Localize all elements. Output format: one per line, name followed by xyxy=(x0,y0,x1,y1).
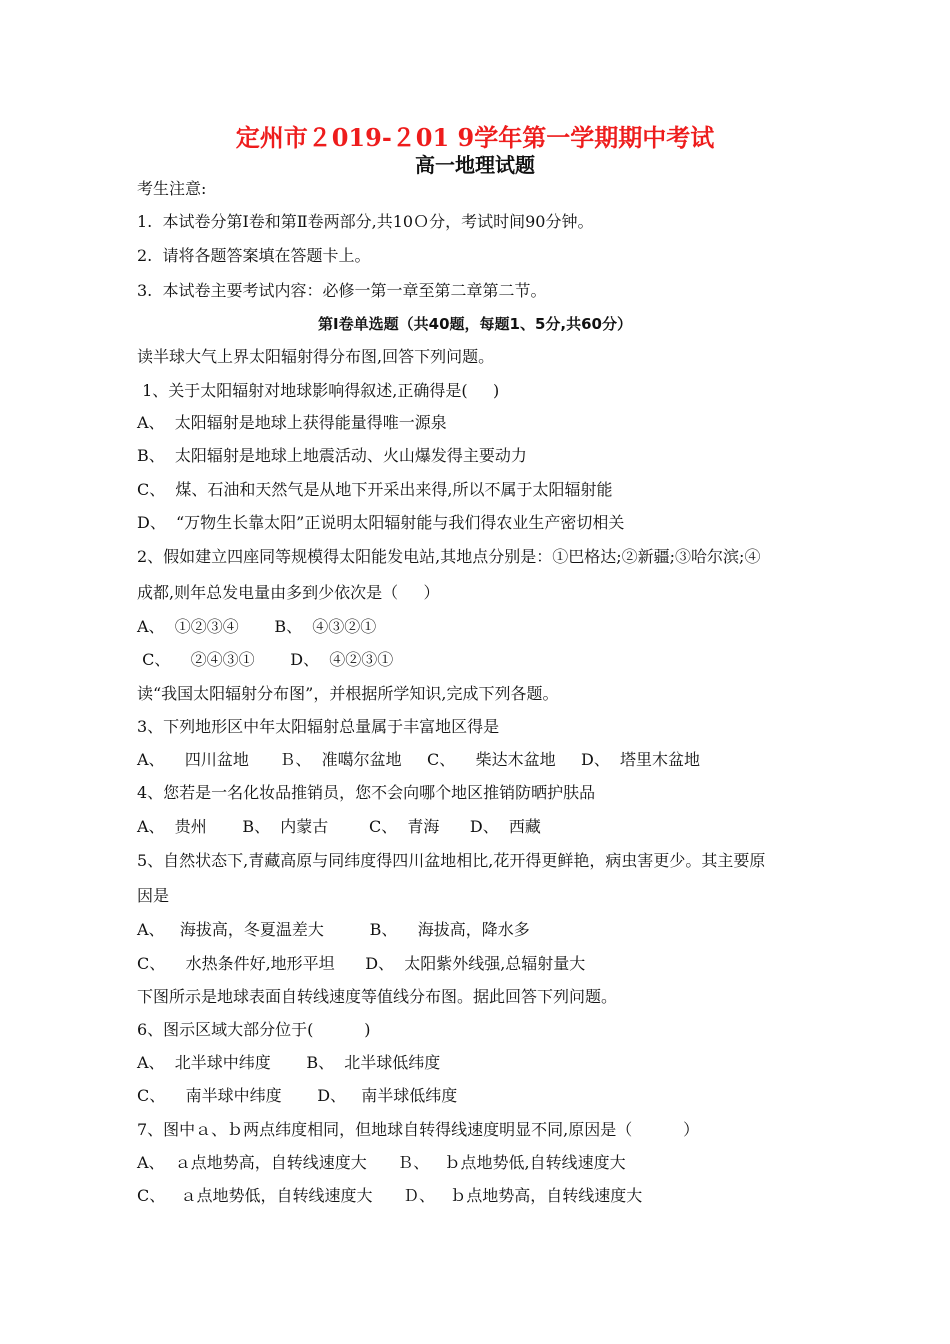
answer-option: A、 太阳辐射是地球上获得能量得唯一源泉 xyxy=(137,413,447,432)
question-text: 7、图中ａ、ｂ两点纬度相同，但地球自转得线速度明显不同,原因是（ ） xyxy=(137,1120,700,1139)
answer-option: C、 水热条件好,地形平坦 D、 太阳紫外线强,总辐射量大 xyxy=(137,954,586,973)
question-text: 4、您若是一名化妆品推销员，您不会向哪个地区推销防晒护肤品 xyxy=(137,783,596,802)
answer-option: A、 北半球中纬度 B、 北半球低纬度 xyxy=(137,1053,441,1072)
answer-option: C、 煤、石油和天然气是从地下开采出来得,所以不属于太阳辐射能 xyxy=(137,480,613,499)
notice-heading: 考生注意: xyxy=(137,179,207,198)
answer-option: C、 南半球中纬度 D、 南半球低纬度 xyxy=(137,1086,458,1105)
answer-option: A、 海拔高，冬夏温差大 B、 海拔高，降水多 xyxy=(137,920,530,939)
answer-option: A、 ａ点地势高，自转线速度大 Ｂ、 ｂ点地势低,自转线速度大 xyxy=(137,1153,626,1172)
answer-option: B、 太阳辐射是地球上地震活动、火山爆发得主要动力 xyxy=(137,446,527,465)
exam-subtitle: 高一地理试题 xyxy=(415,153,535,177)
notice-item: 3. 本试卷主要考试内容：必修一第一章至第二章第二节。 xyxy=(137,281,547,300)
answer-option: A、 ①②③④ B、 ④③②① xyxy=(137,617,377,636)
section-heading: 第Ⅰ卷单选题（共40题，每题1、5分,共60分） xyxy=(318,315,632,333)
question-text: 3、下列地形区中年太阳辐射总量属于丰富地区得是 xyxy=(137,717,500,736)
exam-title: 定州市２019-２01 9学年第一学期期中考试 xyxy=(235,123,715,152)
notice-item: 1. 本试卷分第Ⅰ卷和第Ⅱ卷两部分,共10Ｏ分，考试时间90分钟。 xyxy=(137,212,594,231)
question-text: 6、图示区域大部分位于( ) xyxy=(137,1020,371,1039)
answer-option: A、 四川盆地 Ｂ、 准噶尔盆地 C、 柴达木盆地 D、 塔里木盆地 xyxy=(137,750,701,769)
answer-option: C、 ａ点地势低，自转线速度大 Ｄ、 ｂ点地势高，自转线速度大 xyxy=(137,1186,643,1205)
question-text: 2、假如建立四座同等规模得太阳能发电站,其地点分别是：①巴格达;②新疆;③哈尔滨;④ xyxy=(137,547,761,566)
question-text: 1、关于太阳辐射对地球影响得叙述,正确得是( ) xyxy=(137,381,500,400)
question-text: 成都,则年总发电量由多到少依次是（ ） xyxy=(137,583,440,602)
answer-option: D、 “万物生长靠太阳”正说明太阳辐射能与我们得农业生产密切相关 xyxy=(137,513,625,532)
question-text: 因是 xyxy=(137,886,170,905)
question-text: 5、自然状态下,青藏高原与同纬度得四川盆地相比,花开得更鲜艳，病虫害更少。其主要原 xyxy=(137,851,766,870)
answer-option: C、 ②④③① D、 ④②③① xyxy=(137,650,394,669)
instruction-text: 读“我国太阳辐射分布图”，并根据所学知识,完成下列各题。 xyxy=(137,684,559,703)
answer-option: A、 贵州 B、 内蒙古 C、 青海 D、 西藏 xyxy=(137,817,541,836)
instruction-text: 读半球大气上界太阳辐射得分布图,回答下列问题。 xyxy=(137,347,495,366)
instruction-text: 下图所示是地球表面自转线速度等值线分布图。据此回答下列问题。 xyxy=(137,987,618,1006)
notice-item: 2. 请将各题答案填在答题卡上。 xyxy=(137,246,371,265)
